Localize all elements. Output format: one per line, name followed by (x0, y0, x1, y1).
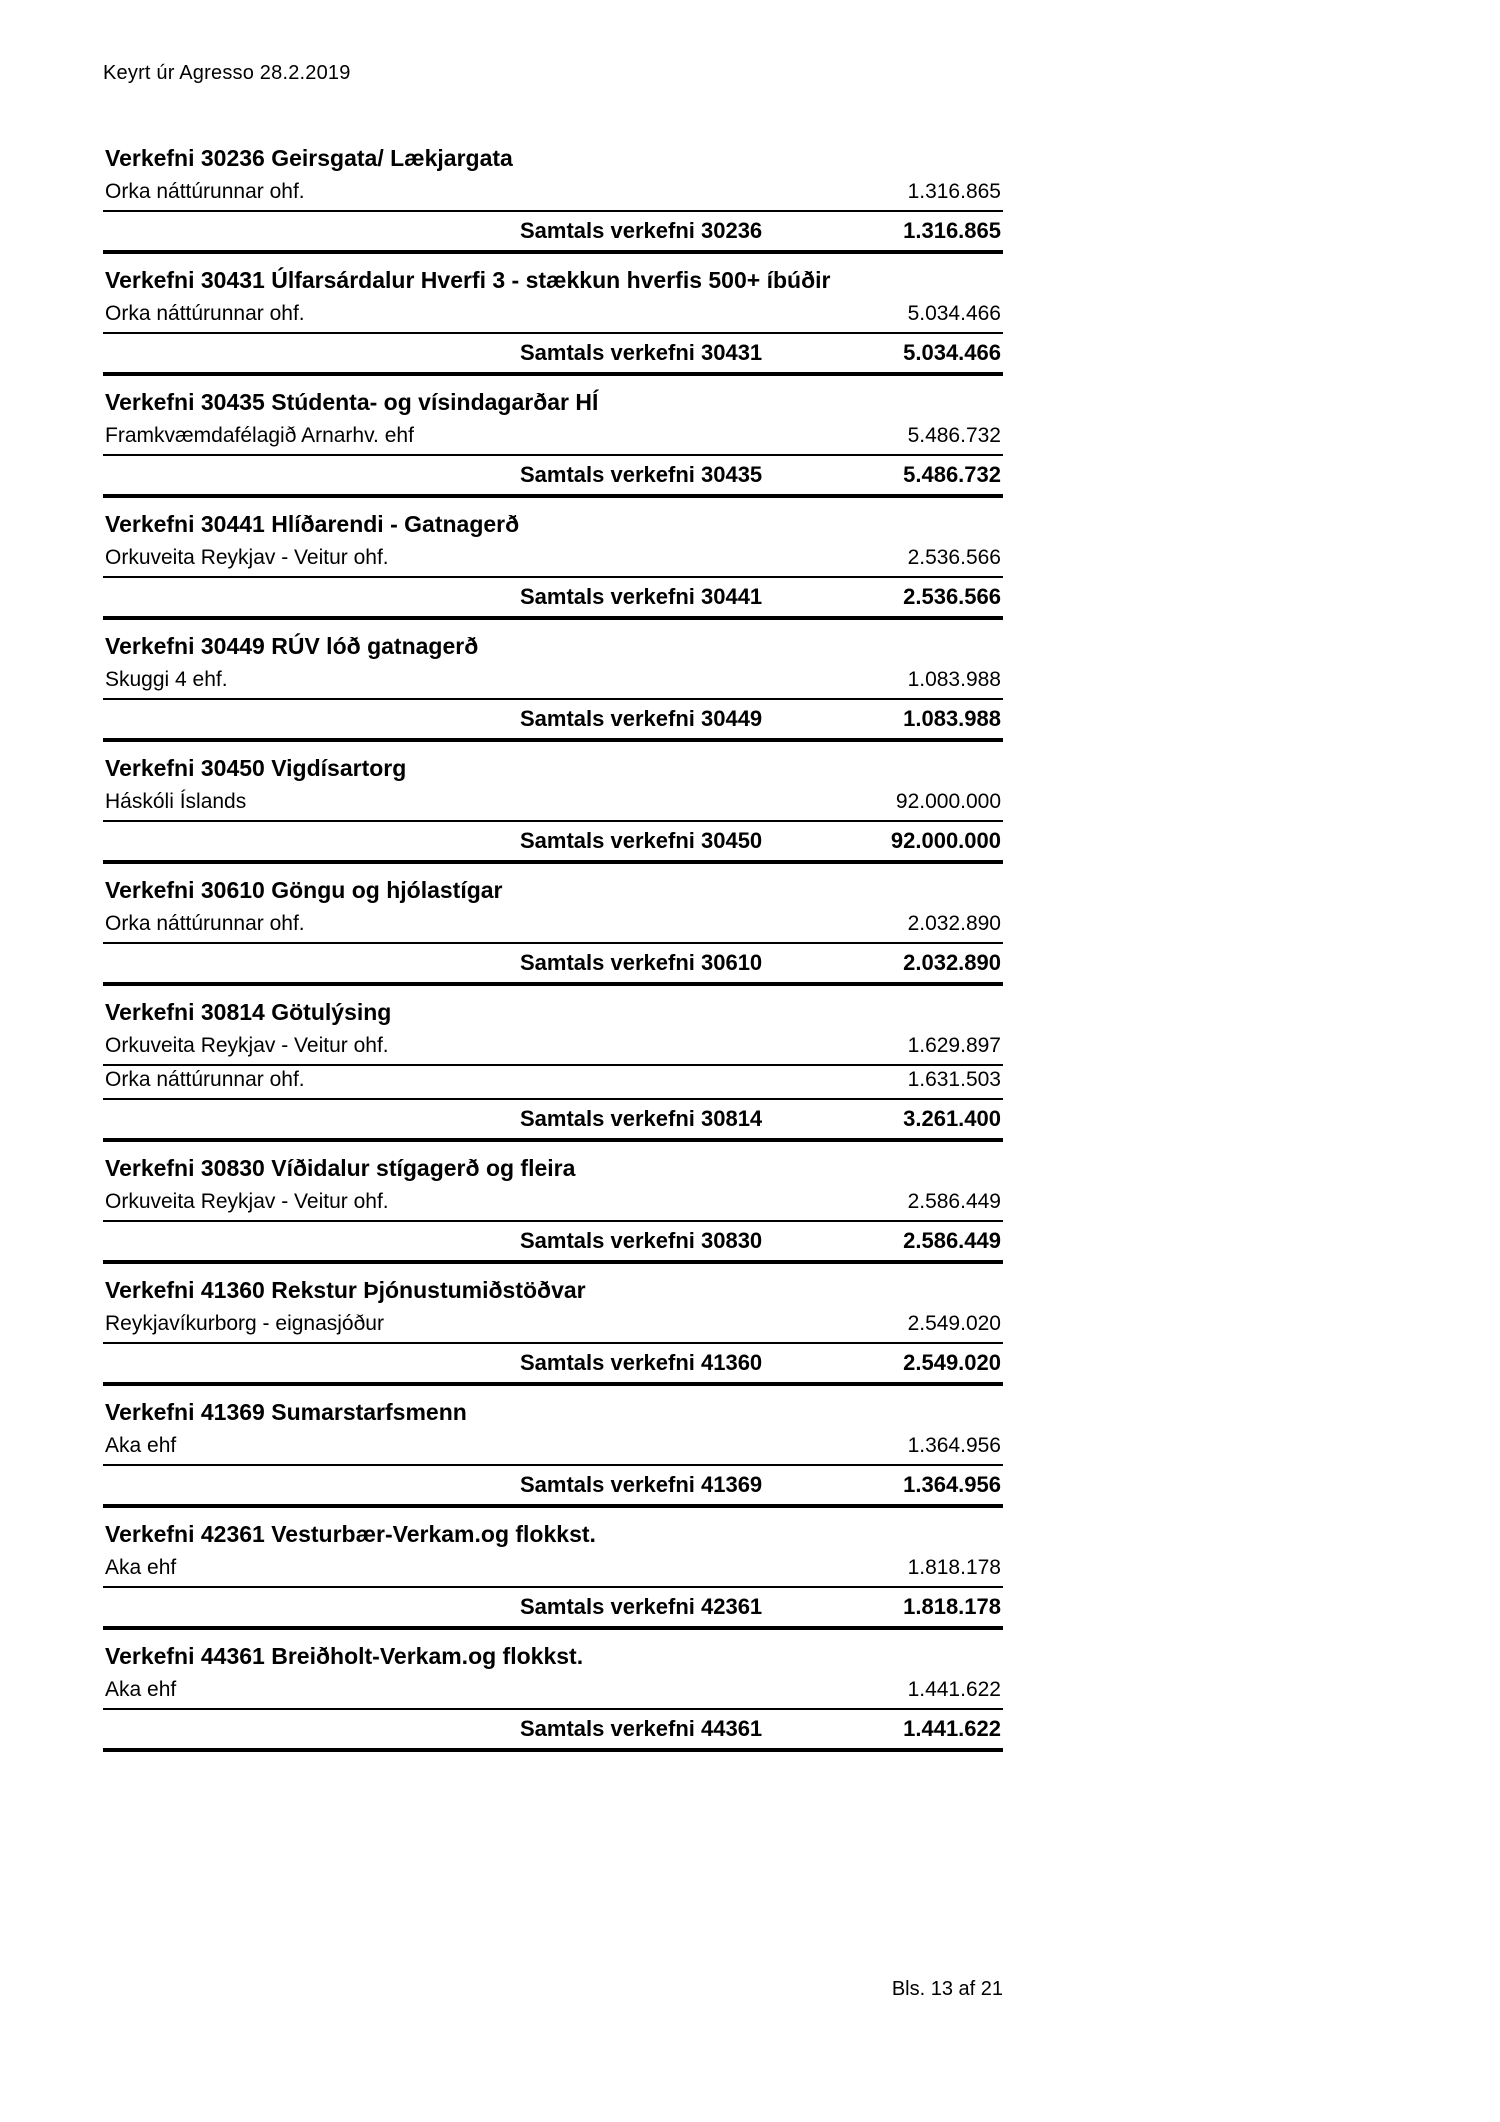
vendor-name: Orka náttúrunnar ohf. (105, 180, 305, 203)
vendor-row (103, 788, 1003, 822)
project-total-label: Samtals verkefni 30435 (520, 462, 763, 487)
vendor-name: Orkuveita Reykjav - Veitur ohf. (105, 546, 389, 569)
sections-container (103, 136, 1003, 1756)
section-divider (103, 1626, 1003, 1630)
vendor-row (103, 1066, 1003, 1100)
project-total-label: Samtals verkefni 44361 (520, 1716, 763, 1741)
project-section (103, 1634, 1003, 1752)
project-section (103, 258, 1003, 376)
vendor-rows (103, 1032, 1003, 1100)
project-section (103, 1390, 1003, 1508)
vendor-rows (103, 1310, 1003, 1344)
project-total-row (103, 944, 1003, 982)
vendor-amount: 92.000.000 (895, 790, 1001, 813)
project-section (103, 990, 1003, 1142)
project-section (103, 502, 1003, 620)
project-total-label: Samtals verkefni 30814 (520, 1106, 763, 1131)
project-total-amount: 3.261.400 (903, 1106, 1001, 1131)
vendor-name: Framkvæmdafélagið Arnarhv. ehf (105, 424, 414, 447)
vendor-row (103, 1432, 1003, 1466)
vendor-row (103, 178, 1003, 212)
vendor-name: Aka ehf (105, 1434, 177, 1457)
vendor-rows (103, 1188, 1003, 1222)
vendor-name: Orka náttúrunnar ohf. (105, 302, 305, 325)
project-total-amount: 5.486.732 (903, 462, 1001, 487)
project-section (103, 1512, 1003, 1630)
project-total-amount: 2.032.890 (903, 950, 1001, 975)
vendor-row (103, 1188, 1003, 1222)
vendor-name: Reykjavíkurborg - eignasjóður (105, 1312, 384, 1335)
vendor-rows (103, 544, 1003, 578)
project-total-label: Samtals verkefni 30450 (520, 828, 763, 853)
project-section (103, 868, 1003, 986)
section-divider (103, 372, 1003, 376)
project-total-amount: 5.034.466 (903, 340, 1001, 365)
section-divider (103, 1748, 1003, 1752)
project-title: Verkefni 30610 Göngu og hjólastígar (105, 877, 503, 903)
project-total-row (103, 700, 1003, 738)
section-divider (103, 1138, 1003, 1142)
vendor-rows (103, 666, 1003, 700)
section-divider (103, 860, 1003, 864)
vendor-name: Orkuveita Reykjav - Veitur ohf. (105, 1034, 389, 1057)
project-section (103, 746, 1003, 864)
project-total-amount: 1.364.956 (903, 1472, 1001, 1497)
project-title: Verkefni 44361 Breiðholt-Verkam.og flokkst. (105, 1643, 584, 1669)
project-total-label: Samtals verkefni 30431 (520, 340, 763, 365)
vendor-row (103, 544, 1003, 578)
project-total-amount: 1.441.622 (903, 1716, 1001, 1741)
project-total-amount: 2.536.566 (903, 584, 1001, 609)
project-total-row (103, 578, 1003, 616)
vendor-row (103, 1676, 1003, 1710)
project-title: Verkefni 30450 Vigdísartorg (105, 755, 407, 781)
vendor-rows (103, 178, 1003, 212)
vendor-amount: 1.083.988 (907, 668, 1001, 691)
vendor-rows (103, 1676, 1003, 1710)
page-number: Bls. 13 af 21 (891, 1978, 1003, 2000)
vendor-name: Skuggi 4 ehf. (105, 668, 228, 691)
project-title: Verkefni 41360 Rekstur Þjónustumiðstöðvar (105, 1277, 586, 1303)
project-total-row (103, 822, 1003, 860)
vendor-row (103, 1032, 1003, 1066)
project-total-amount: 2.586.449 (903, 1228, 1001, 1253)
project-total-label: Samtals verkefni 30236 (520, 218, 763, 243)
project-total-label: Samtals verkefni 30830 (520, 1228, 763, 1253)
project-section (103, 624, 1003, 742)
vendor-row (103, 422, 1003, 456)
section-divider (103, 494, 1003, 498)
vendor-amount: 1.631.503 (907, 1068, 1001, 1091)
report-run-info: Keyrt úr Agresso 28.2.2019 (103, 62, 351, 84)
project-section (103, 1146, 1003, 1264)
vendor-amount: 5.486.732 (907, 424, 1001, 447)
vendor-rows (103, 1554, 1003, 1588)
vendor-row (103, 666, 1003, 700)
section-divider (103, 1504, 1003, 1508)
project-section (103, 1268, 1003, 1386)
vendor-row (103, 300, 1003, 334)
project-title: Verkefni 30435 Stúdenta- og vísindagarðar HÍ (105, 389, 599, 415)
vendor-amount: 1.818.178 (907, 1556, 1001, 1579)
vendor-amount: 1.316.865 (907, 180, 1001, 203)
section-divider (103, 616, 1003, 620)
section-divider (103, 250, 1003, 254)
project-section (103, 136, 1003, 254)
vendor-amount: 5.034.466 (907, 302, 1001, 325)
vendor-name: Orka náttúrunnar ohf. (105, 912, 305, 935)
vendor-row (103, 910, 1003, 944)
vendor-amount: 2.549.020 (907, 1312, 1001, 1335)
project-total-row (103, 456, 1003, 494)
project-title: Verkefni 42361 Vesturbær-Verkam.og flokkst. (105, 1521, 596, 1547)
vendor-rows (103, 422, 1003, 456)
project-total-label: Samtals verkefni 30449 (520, 706, 763, 731)
vendor-rows (103, 1432, 1003, 1466)
project-total-amount: 2.549.020 (903, 1350, 1001, 1375)
project-total-amount: 1.083.988 (903, 706, 1001, 731)
vendor-amount: 2.536.566 (907, 546, 1001, 569)
project-title: Verkefni 30449 RÚV lóð gatnagerð (105, 633, 479, 659)
section-divider (103, 1260, 1003, 1264)
vendor-name: Aka ehf (105, 1556, 177, 1579)
vendor-rows (103, 300, 1003, 334)
vendor-name: Háskóli Íslands (105, 790, 247, 813)
project-total-row (103, 1588, 1003, 1626)
project-title: Verkefni 30830 Víðidalur stígagerð og fleira (105, 1155, 576, 1181)
project-total-amount: 1.818.178 (903, 1594, 1001, 1619)
project-total-label: Samtals verkefni 41369 (520, 1472, 763, 1497)
project-title: Verkefni 30236 Geirsgata/ Lækjargata (105, 145, 513, 171)
project-total-row (103, 1466, 1003, 1504)
project-total-row (103, 334, 1003, 372)
vendor-amount: 1.629.897 (907, 1034, 1001, 1057)
vendor-name: Aka ehf (105, 1678, 177, 1701)
project-total-row (103, 212, 1003, 250)
vendor-rows (103, 910, 1003, 944)
project-title: Verkefni 30814 Götulýsing (105, 999, 392, 1025)
project-title: Verkefni 30441 Hlíðarendi - Gatnagerð (105, 511, 520, 537)
vendor-row (103, 1554, 1003, 1588)
vendor-row (103, 1310, 1003, 1344)
project-total-row (103, 1710, 1003, 1748)
project-total-label: Samtals verkefni 30610 (520, 950, 763, 975)
project-total-amount: 92.000.000 (890, 828, 1001, 853)
project-total-amount: 1.316.865 (903, 218, 1001, 243)
section-divider (103, 982, 1003, 986)
project-total-row (103, 1100, 1003, 1138)
project-total-row (103, 1222, 1003, 1260)
vendor-amount: 2.032.890 (907, 912, 1001, 935)
vendor-rows (103, 788, 1003, 822)
vendor-amount: 1.441.622 (907, 1678, 1001, 1701)
vendor-amount: 2.586.449 (907, 1190, 1001, 1213)
section-divider (103, 738, 1003, 742)
project-total-label: Samtals verkefni 42361 (520, 1594, 763, 1619)
project-section (103, 380, 1003, 498)
vendor-name: Orka náttúrunnar ohf. (105, 1068, 305, 1091)
project-total-label: Samtals verkefni 41360 (520, 1350, 763, 1375)
section-divider (103, 1382, 1003, 1386)
project-title: Verkefni 30431 Úlfarsárdalur Hverfi 3 - stækkun hverfis 500+ íbúðir (105, 267, 831, 293)
vendor-name: Orkuveita Reykjav - Veitur ohf. (105, 1190, 389, 1213)
project-total-row (103, 1344, 1003, 1382)
project-title: Verkefni 41369 Sumarstarfsmenn (105, 1399, 467, 1425)
project-total-label: Samtals verkefni 30441 (520, 584, 763, 609)
vendor-amount: 1.364.956 (907, 1434, 1001, 1457)
